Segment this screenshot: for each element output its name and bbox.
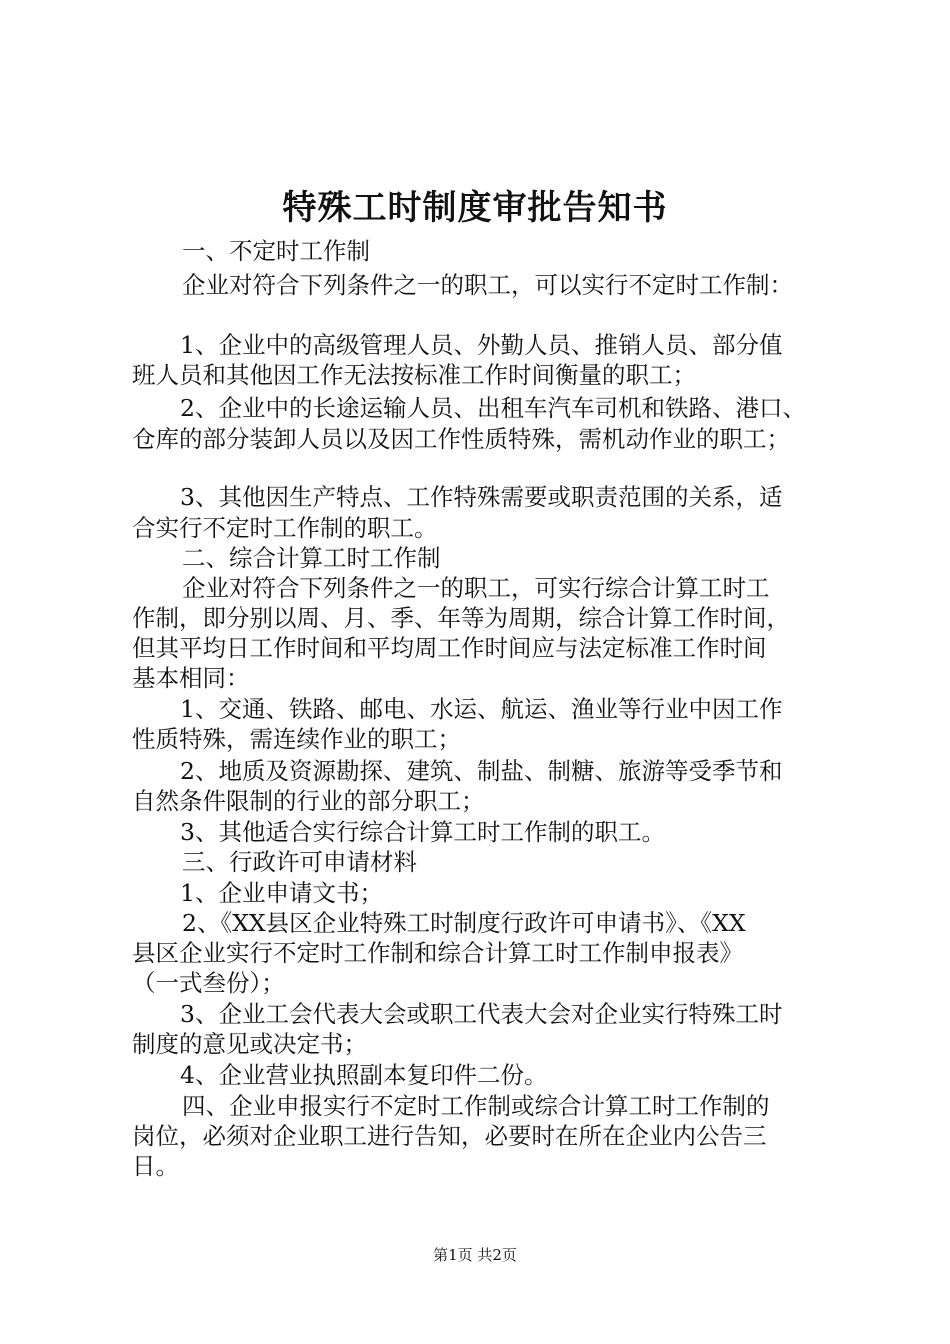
paragraph-line: 企业对符合下列条件之一的职工，可以实行不定时工作制： — [182, 271, 793, 299]
paragraph-line: 1、交通、铁路、邮电、水运、航运、渔业等行业中因工作 — [180, 695, 783, 723]
paragraph-line: 3、其他因生产特点、工作特殊需要或职责范围的关系，适 — [180, 483, 783, 511]
paragraph-line: 3、企业工会代表大会或职工代表大会对企业实行特殊工时 — [180, 1000, 783, 1028]
paragraph-line: 自然条件限制的行业的部分职工； — [132, 787, 485, 815]
paragraph-line: 1、企业中的高级管理人员、外勤人员、推销人员、部分值 — [180, 331, 783, 359]
paragraph-line: 企业对符合下列条件之一的职工，可实行综合计算工时工 — [182, 574, 770, 602]
section-heading-4: 四、企业申报实行不定时工作制或综合计算工时工作制的 — [182, 1092, 770, 1120]
paragraph-line: 4、企业营业执照副本复印件二份。 — [180, 1061, 548, 1089]
paragraph-line: 2、《XX县区企业特殊工时制度行政许可申请书》、《XX — [182, 909, 746, 937]
paragraph-line: 3、其他适合实行综合计算工时工作制的职工。 — [180, 818, 665, 846]
paragraph-line: 2、企业中的长途运输人员、出租车汽车司机和铁路、港口、 — [180, 394, 806, 422]
paragraph-line: 作制，即分别以周、月、季、年等为周期，综合计算工作时间， — [132, 604, 790, 632]
paragraph-line: 2、地质及资源勘探、建筑、制盐、制糖、旅游等受季节和 — [180, 757, 783, 785]
paragraph-line: （一式叁份）； — [132, 969, 285, 997]
paragraph-line: 班人员和其他因工作无法按标准工作时间衡量的职工； — [132, 361, 696, 389]
paragraph-line: 岗位，必须对企业职工进行告知，必要时在所在企业内公告三 — [132, 1122, 767, 1150]
paragraph-line: 县区企业实行不定时工作制和综合计算工时工作制申报表》 — [132, 939, 743, 967]
section-heading-2: 二、综合计算工时工作制 — [182, 544, 441, 572]
paragraph-line: 1、企业申请文书； — [180, 879, 383, 907]
paragraph-line: 日。 — [132, 1152, 179, 1180]
paragraph-line: 仓库的部分装卸人员以及因工作性质特殊，需机动作业的职工； — [132, 425, 790, 453]
paragraph-line: 合实行不定时工作制的职工。 — [132, 514, 438, 542]
page-number-footer: 第1页 共2页 — [433, 1246, 517, 1264]
paragraph-line: 性质特殊，需连续作业的职工； — [132, 725, 461, 753]
paragraph-line: 但其平均日工作时间和平均周工作时间应与法定标准工作时间 — [132, 634, 767, 662]
paragraph-line: 基本相同： — [132, 664, 250, 692]
document-title: 特殊工时制度审批告知书 — [282, 188, 668, 228]
section-heading-3: 三、行政许可申请材料 — [182, 848, 417, 876]
paragraph-line: 制度的意见或决定书； — [132, 1030, 367, 1058]
section-heading-1: 一、不定时工作制 — [182, 237, 370, 265]
